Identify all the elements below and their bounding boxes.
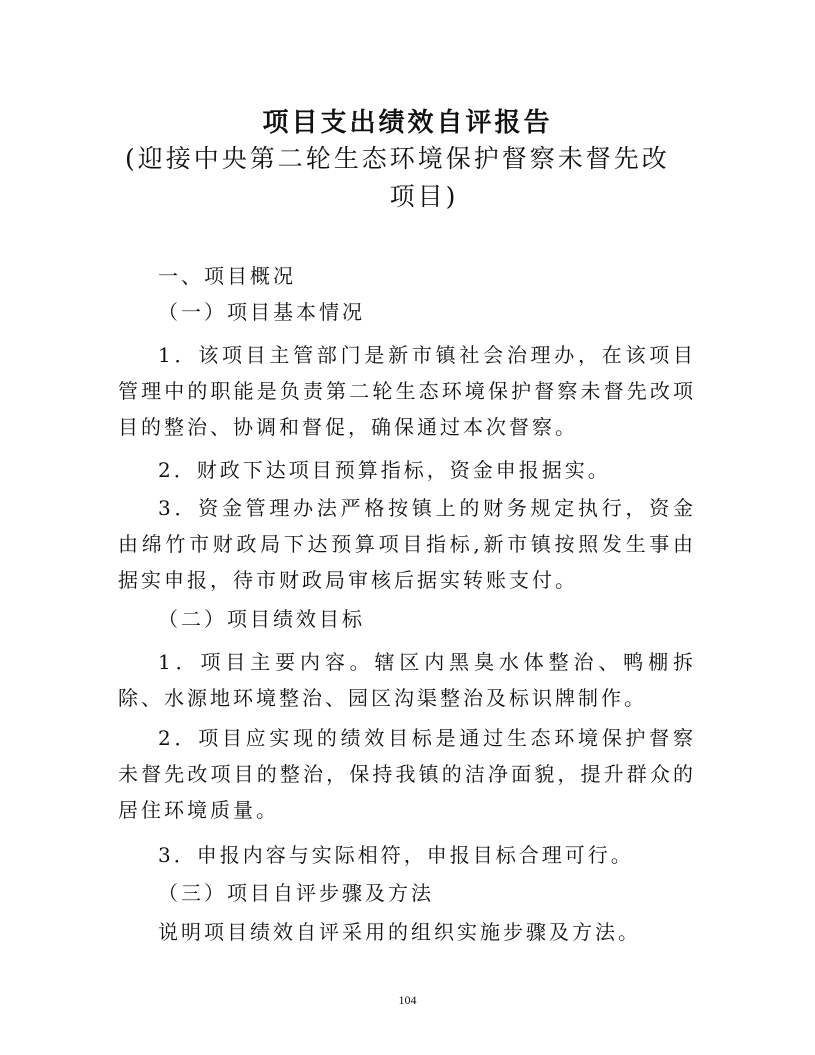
paragraph-method-description: 说明项目绩效自评采用的组织实施步骤及方法。 xyxy=(158,920,641,944)
document-subtitle xyxy=(125,140,715,216)
document-title: 项目支出绩效自评报告 xyxy=(262,108,553,138)
paragraph-main-content: 1．项目主要内容。辖区内黑臭水体整治、鸭棚拆除、水源地环境整治、园区沟渠整治及标识牌制作。 xyxy=(118,650,696,710)
subtitle-line-1: (迎接中央第二轮生态环境保护督察未督先改 xyxy=(125,144,670,173)
paragraph-fund-management: 3．资金管理办法严格按镇上的财务规定执行，资金由绵竹市财政局下达预算项目指标,新市镇按照发生事由据实申报，待市财政局审核后据实转账支付。 xyxy=(118,496,696,592)
paragraph-declaration: 3．申报内容与实际相符，申报目标合理可行。 xyxy=(158,843,634,867)
page-number: 104 xyxy=(398,993,417,1007)
section-heading-overview: 一、项目概况 xyxy=(158,264,296,288)
subsection-heading-performance-goals: （二）项目绩效目标 xyxy=(158,607,365,631)
subtitle-line-2: 项目) xyxy=(389,182,459,211)
paragraph-budget-indicator: 2．财政下达项目预算指标，资金申报据实。 xyxy=(158,458,611,482)
paragraph-performance-goal: 2．项目应实现的绩效目标是通过生态环境保护督察未督先改项目的整治，保持我镇的洁净面貌，提升群众的居住环境质量。 xyxy=(118,726,696,822)
subsection-heading-self-evaluation: （三）项目自评步骤及方法 xyxy=(158,881,434,905)
paragraph-department-role: 1．该项目主管部门是新市镇社会治理办，在该项目管理中的职能是负责第二轮生态环境保护督察未督先改项目的整治、协调和督促，确保通过本次督察。 xyxy=(118,343,696,439)
subsection-heading-basic-info: （一）项目基本情况 xyxy=(158,300,365,324)
